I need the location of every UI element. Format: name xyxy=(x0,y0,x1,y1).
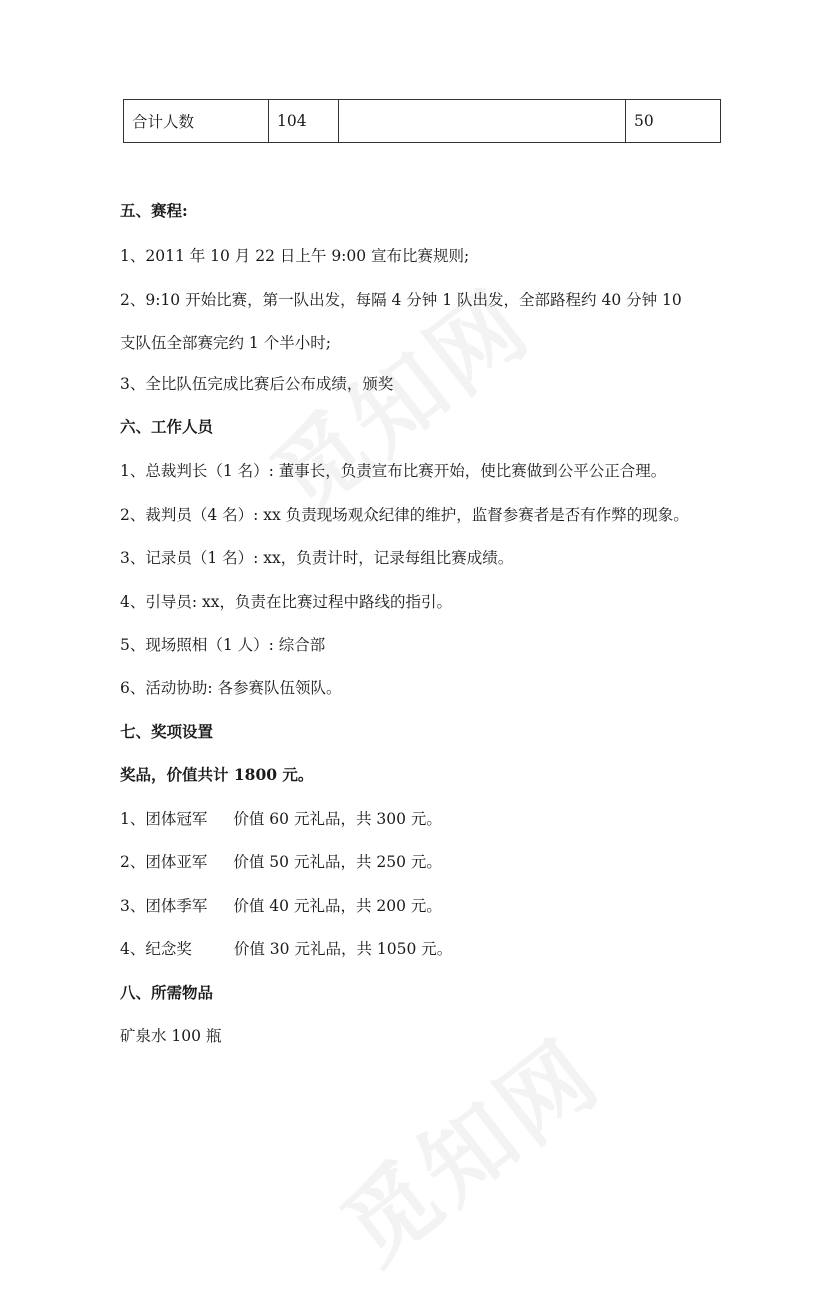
schedule-item: 1、2011 年 10 月 22 日上午 9:00 宣布比赛规则; xyxy=(120,247,470,265)
staff-item: 5、现场照相（1 人）: 综合部 xyxy=(120,636,326,654)
staff-item: 1、总裁判长（1 名）: 董事长，负责宣布比赛开始，使比赛做到公平公正合理。 xyxy=(120,462,667,480)
staff-item: 6、活动协助: 各参赛队伍领队。 xyxy=(120,679,342,697)
award-item xyxy=(120,852,442,872)
section-heading-awards: 七、奖项设置 xyxy=(120,722,214,741)
table-cell-label: 合计人数 xyxy=(124,100,269,143)
award-value: 价值 60 元礼品，共 300 元。 xyxy=(233,810,442,828)
schedule-item: 2、9:10 开始比赛，第一队出发，每隔 4 分钟 1 队出发，全部路程约 40 分钟 10 xyxy=(120,291,682,309)
staff-item: 2、裁判员（4 名）: xx 负责现场观众纪律的维护，监督参赛者是否有作弊的现象。 xyxy=(120,506,689,524)
award-item xyxy=(120,939,452,959)
schedule-item: 3、全比队伍完成比赛后公布成绩，颁奖 xyxy=(120,375,394,393)
staff-item: 3、记录员（1 名）: xx，负责计时，记录每组比赛成绩。 xyxy=(120,549,514,567)
table-cell-value: 104 xyxy=(269,100,339,143)
award-value: 价值 30 元礼品，共 1050 元。 xyxy=(233,940,453,958)
total-count-table xyxy=(123,99,721,143)
award-name: 4、纪念奖 xyxy=(120,940,192,958)
award-value: 价值 40 元礼品，共 200 元。 xyxy=(233,897,442,915)
schedule-item-continued: 支队伍全部赛完约 1 个半小时; xyxy=(120,334,331,352)
award-item xyxy=(120,896,442,916)
award-name: 3、团体季军 xyxy=(120,897,208,915)
watermark xyxy=(311,1003,624,1288)
section-heading-staff: 六、工作人员 xyxy=(120,417,214,436)
section-heading-schedule: 五、赛程: xyxy=(120,201,188,220)
table-cell-empty xyxy=(339,100,626,143)
staff-item: 4、引导员: xx，负责在比赛过程中路线的指引。 xyxy=(120,593,452,611)
table-row xyxy=(124,100,721,143)
supplies-item: 矿泉水 100 瓶 xyxy=(120,1027,222,1045)
award-value: 价值 50 元礼品，共 250 元。 xyxy=(233,853,442,871)
section-heading-supplies: 八、所需物品 xyxy=(120,983,214,1002)
award-item xyxy=(120,809,442,829)
award-name: 1、团体冠军 xyxy=(120,810,208,828)
awards-total: 奖品，价值共计 1800 元。 xyxy=(120,765,314,784)
award-name: 2、团体亚军 xyxy=(120,853,208,871)
table-cell-value: 50 xyxy=(626,100,721,143)
